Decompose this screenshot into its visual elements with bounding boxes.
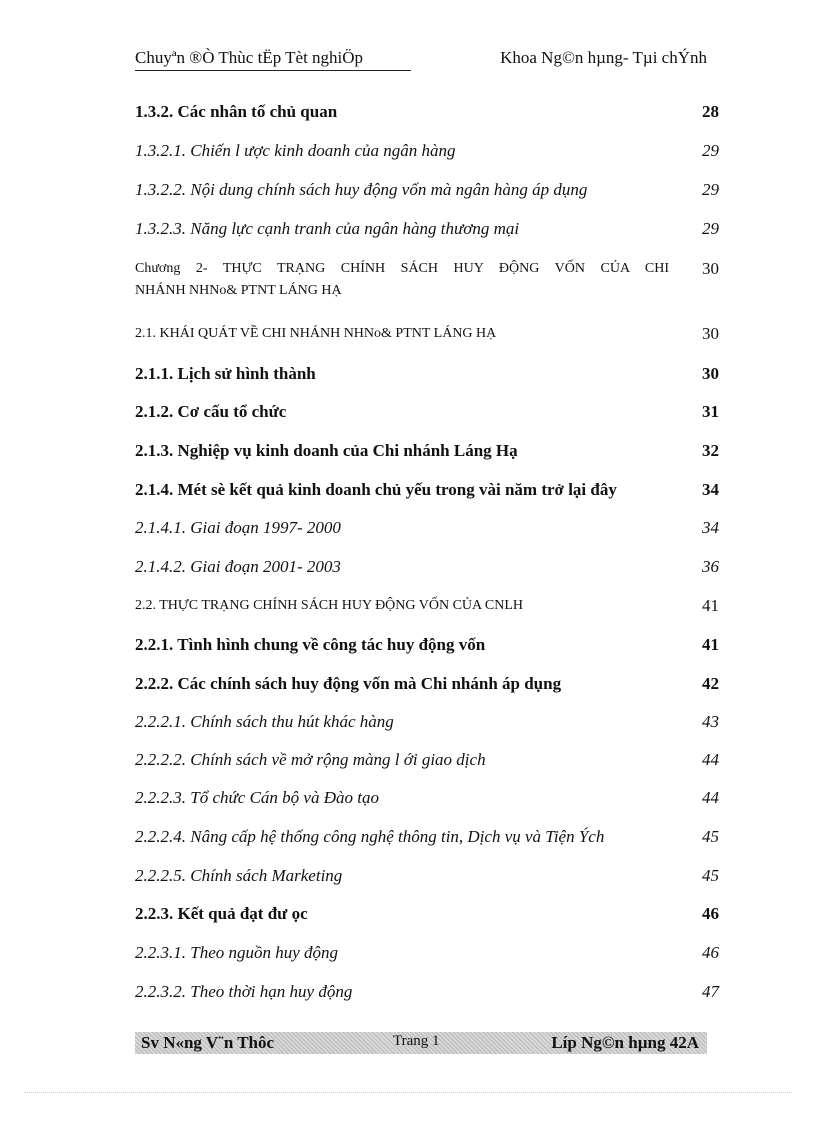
toc-entry-page: 32 bbox=[702, 441, 719, 460]
toc-entry-page: 30 bbox=[702, 364, 719, 383]
toc-entry bbox=[135, 750, 719, 770]
page-bottom-rule bbox=[24, 1092, 792, 1093]
toc-entry-page: 29 bbox=[702, 141, 719, 160]
toc-entry-page: 30 bbox=[702, 259, 719, 278]
toc-entry-title: 2.1. KHÁI QUÁT VỀ CHI NHÁNH NHNo& PTNT LÁNG HẠ bbox=[135, 326, 497, 341]
toc-entry-title: 1.3.2. Các nhân tố chủ quan bbox=[135, 102, 338, 121]
toc-entry-page: 29 bbox=[702, 180, 719, 199]
toc-entry bbox=[135, 518, 719, 538]
toc-entry bbox=[135, 441, 719, 461]
toc-entry-title: 2.2.2.3. Tổ chức Cán bộ và Đào tạo bbox=[135, 788, 379, 807]
toc-entry-title: 2.2.2.5. Chính sách Marketing bbox=[135, 866, 343, 885]
toc-entry-page: 45 bbox=[702, 866, 719, 885]
toc-entry bbox=[135, 219, 719, 239]
toc-entry-title: 2.2.3. Kết quả đạt đư ọc bbox=[135, 904, 308, 923]
toc-entry bbox=[135, 674, 719, 694]
toc-entry-title: 2.1.4.2. Giai đoạn 2001- 2003 bbox=[135, 557, 341, 576]
toc-entry-page: 31 bbox=[702, 402, 719, 421]
toc-entry-page: 34 bbox=[702, 480, 719, 499]
toc-entry bbox=[135, 788, 719, 808]
toc-entry-page: 43 bbox=[702, 712, 719, 731]
page-footer bbox=[135, 1032, 707, 1054]
toc-entry bbox=[135, 712, 719, 732]
toc-entry-title: 2.1.4. Mét sè kết quả kinh doanh chủ yếu trong vài năm trở lại đây bbox=[135, 480, 617, 499]
toc-entry-title: 2.1.4.1. Giai đoạn 1997- 2000 bbox=[135, 518, 341, 537]
toc-entry-page: 45 bbox=[702, 827, 719, 846]
toc-entry-title: Chương 2- THỰC TRẠNG CHÍNH SÁCH HUY ĐỘNG VỐN CỦA CHI bbox=[135, 261, 669, 276]
toc-entry-page: 42 bbox=[702, 674, 719, 693]
toc-entry-title-continued: NHÁNH NHNo& PTNT LÁNG HẠ bbox=[135, 283, 342, 298]
toc-entry bbox=[135, 866, 719, 886]
toc-entry bbox=[135, 827, 719, 847]
header-faculty: Khoa Ng©n hµng- Tµi chÝnh bbox=[500, 48, 707, 67]
toc-entry-title: 2.1.1. Lịch sử hình thành bbox=[135, 364, 316, 383]
footer-class-name: Líp Ng©n hµng 42A bbox=[551, 1033, 699, 1052]
toc-entry-title: 2.2. THỰC TRẠNG CHÍNH SÁCH HUY ĐỘNG VỐN CỦA CNLH bbox=[135, 598, 523, 613]
toc-entry-page: 34 bbox=[702, 518, 719, 537]
toc-entry-page: 44 bbox=[702, 788, 719, 807]
toc-entry-title: 2.2.1. Tình hình chung về công tác huy động vốn bbox=[135, 635, 486, 654]
toc-entry-page: 41 bbox=[702, 596, 719, 615]
toc-entry-title: 2.2.2.4. Nâng cấp hệ thống công nghệ thông tin, Dịch vụ và Tiện Ých bbox=[135, 827, 605, 846]
toc-entry-title: 2.2.2.1. Chính sách thu hút khác hàng bbox=[135, 712, 394, 731]
toc-entry-title: 1.3.2.3. Năng lực cạnh tranh của ngân hàng thương mại bbox=[135, 219, 520, 238]
toc-entry-title: 2.2.2. Các chính sách huy động vốn mà Chi nhánh áp dụng bbox=[135, 674, 562, 693]
toc-entry bbox=[135, 557, 719, 577]
toc-entry-title: 1.3.2.1. Chiến l ược kinh doanh của ngân hàng bbox=[135, 141, 456, 160]
toc-entry bbox=[135, 943, 719, 963]
toc-entry bbox=[135, 402, 719, 422]
toc-entry bbox=[135, 596, 719, 616]
toc-entry-page: 47 bbox=[702, 982, 719, 1001]
toc-entry-title: 2.1.2. Cơ cấu tổ chức bbox=[135, 402, 287, 421]
toc-entry-title: 2.2.2.2. Chính sách về mở rộng màng l ới giao dịch bbox=[135, 750, 486, 769]
toc-entry bbox=[135, 180, 719, 200]
toc-entry bbox=[135, 364, 719, 384]
toc-entry-page: 41 bbox=[702, 635, 719, 654]
toc-entry-page: 29 bbox=[702, 219, 719, 238]
header-thesis-title: Chuyªn ®Ò Thùc tËp Tèt nghiÖp bbox=[135, 48, 411, 71]
toc-entry-title: 1.3.2.2. Nội dung chính sách huy động vốn mà ngân hàng áp dụng bbox=[135, 180, 588, 199]
toc-entry bbox=[135, 982, 719, 1002]
toc-entry-page: 44 bbox=[702, 750, 719, 769]
toc-entry bbox=[135, 635, 719, 655]
page-header bbox=[135, 48, 715, 74]
toc-entry-title: 2.2.3.2. Theo thời hạn huy động bbox=[135, 982, 353, 1001]
footer-page-number: Trang 1 bbox=[393, 1033, 440, 1049]
toc-entry bbox=[135, 324, 719, 344]
toc-entry bbox=[135, 102, 719, 122]
toc-entry bbox=[135, 141, 719, 161]
toc-entry-page: 30 bbox=[702, 324, 719, 343]
toc-entry-title: 2.1.3. Nghiệp vụ kinh doanh của Chi nhánh Láng Hạ bbox=[135, 441, 518, 460]
toc-entry-page: 46 bbox=[702, 904, 719, 923]
toc-entry bbox=[135, 480, 719, 500]
footer-student-name: Sv N«ng V¨n Thôc bbox=[141, 1033, 275, 1052]
toc-entry-page: 36 bbox=[702, 557, 719, 576]
toc-entry-page: 28 bbox=[702, 102, 719, 121]
toc-entry bbox=[135, 258, 719, 302]
toc-entry-page: 46 bbox=[702, 943, 719, 962]
toc-entry-title: 2.2.3.1. Theo nguồn huy động bbox=[135, 943, 339, 962]
toc-entry bbox=[135, 904, 719, 924]
